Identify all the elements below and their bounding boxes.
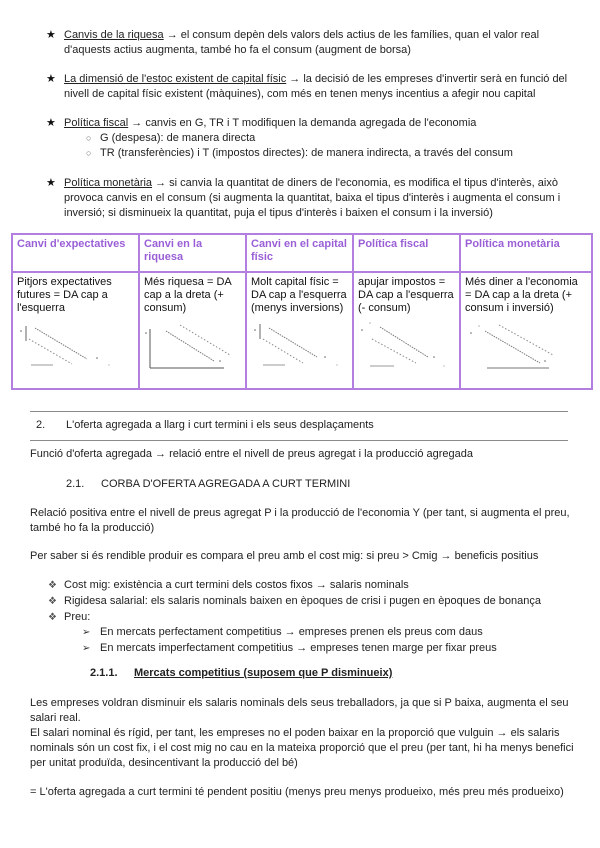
arrowhead-bullet-icon: ➢ — [82, 643, 91, 654]
bullet-wealth — [48, 28, 578, 58]
subitem: ○ TR (transferències) i T (impostos directes): de manera indirecta, a través del consum — [86, 147, 513, 159]
demand-shifts-table — [11, 233, 593, 390]
star-icon: ★ — [46, 73, 56, 85]
diamond-bullet-icon: ❖ — [48, 596, 57, 607]
bullet-text: → la decisió de les empreses d'invertir serà en funció del nivell de capital físic existent (màquines), com més en tenen menys incentius a afegir nou capital — [64, 73, 568, 100]
paragraph-positive-relation: Relació positiva entre el nivell de preus agregat P i la producció de l'economia Y (per tant, si augmenta el preu, també ho fa la producció) — [30, 507, 570, 534]
paragraph-sticky-wages: El salari nominal és rígid, per tant, les empreses no el poden baixar en la proporció que vulguin → els salaris nominals són un cost fix, i el cost mig no cau en la mateixa proporció que el preu (per tant, hi ha menys benefici per unitat produïda, desincentivant la producció del bé) — [30, 727, 574, 769]
subitem: ○ G (despesa): de manera directa — [86, 132, 256, 144]
demand-shift-left-graph — [358, 321, 458, 371]
bullet-title: Canvis de la riquesa — [64, 29, 164, 41]
table-cell: Molt capital físic = DA cap a l'esquerra (menys inversions) — [246, 272, 353, 389]
bullet-fiscal-policy — [48, 116, 578, 131]
section-2-1-heading: 2.1. CORBA D'OFERTA AGREGADA A CURT TERMINI — [66, 478, 351, 490]
section-2-1-1-heading: 2.1.1. Mercats competitius (suposem que P disminueix) — [90, 667, 393, 679]
table-header-row — [12, 234, 592, 272]
diamond-bullet-icon: ❖ — [48, 612, 57, 623]
demand-shift-right-graph — [465, 321, 585, 371]
table-header: Política fiscal — [353, 234, 460, 272]
demand-shift-left-graph — [17, 321, 127, 371]
definition-text: Funció d'oferta agregada → relació entre el nivell de preus agregat i la producció agregada — [30, 448, 473, 460]
section-2-heading: 2. L'oferta agregada a llarg i curt termini i els seus desplaçaments — [36, 419, 374, 431]
table-row — [12, 272, 592, 389]
divider — [30, 411, 568, 412]
table-cell: Més diner a l'economia = DA cap a la dreta (+ consum i inversió) — [460, 272, 592, 389]
diamond-item: ❖ Preu: — [48, 611, 91, 623]
bullet-text: → canvis en G, TR i T modifiquen la demanda agregada de l'economia — [128, 117, 477, 129]
table-cell: apujar impostos = DA cap a l'esquerra (- consum) — [353, 272, 460, 389]
table-cell: Més riquesa = DA cap a la dreta (+ consum) — [139, 272, 246, 389]
diamond-bullet-icon: ❖ — [48, 580, 57, 591]
circle-bullet-icon: ○ — [86, 148, 92, 158]
paragraph-conclusion: = L'oferta agregada a curt termini té pendent positiu (menys preu menys produeixo, més preu més produeixo) — [30, 786, 564, 798]
bullet-title: Política monetària — [64, 177, 153, 189]
bullet-text: → el consum depèn dels valors dels actius de les famílies, quan el valor real d'aquests actius augmenta, també ho fa el consum (augment de borsa) — [64, 29, 540, 56]
paragraph-wage-reduction: Les empreses voldran disminuir els salaris nominals dels seus treballadors, ja que si P baixa, augmenta el seu salari real. — [30, 697, 569, 724]
arrow-item: ➢ En mercats perfectament competitius → empreses prenen els preus com daus — [82, 626, 483, 638]
table-header: Canvi en la riquesa — [139, 234, 246, 272]
table-header: Canvi d'expectatives — [12, 234, 139, 272]
star-icon: ★ — [46, 117, 56, 129]
arrow-item: ➢ En mercats imperfectament competitius → empreses tenen marge per fixar preus — [82, 642, 497, 654]
demand-shift-right-graph — [144, 321, 244, 371]
diamond-item: ❖ Rigidesa salarial: els salaris nominals baixen en èpoques de crisi i pugen en èpoques de bonança — [48, 595, 541, 607]
bullet-capital-stock — [48, 72, 578, 102]
circle-bullet-icon: ○ — [86, 133, 92, 143]
table-header: Canvi en el capital físic — [246, 234, 353, 272]
diamond-item: ❖ Cost mig: existència a curt termini dels costos fixos → salaris nominals — [48, 579, 409, 591]
paragraph-profitability: Per saber si és rendible produir es compara el preu amb el cost mig: si preu > Cmig → beneficis positius — [30, 550, 539, 562]
table-cell: Pitjors expectatives futures = DA cap a l'esquerra — [12, 272, 139, 389]
divider — [30, 440, 568, 441]
arrowhead-bullet-icon: ➢ — [82, 627, 91, 638]
bullet-title: La dimensió de l'estoc existent de capital físic — [64, 73, 287, 85]
bullet-monetary-policy — [48, 176, 578, 221]
star-icon: ★ — [46, 29, 56, 41]
bullet-text: → si canvia la quantitat de diners de l'economia, es modifica el tipus d'interès, això provoca canvis en el consum (si augmenta la quantitat, baixa el tipus d'interès i augmenta el consum i inversió; si disminueix la quantitat, puja el tipus d'interès i baixen el consum i la inversió) — [64, 177, 561, 219]
bullet-title: Política fiscal — [64, 117, 129, 129]
table-header: Política monetària — [460, 234, 592, 272]
star-icon: ★ — [46, 177, 56, 189]
demand-shift-left-graph — [251, 321, 351, 371]
